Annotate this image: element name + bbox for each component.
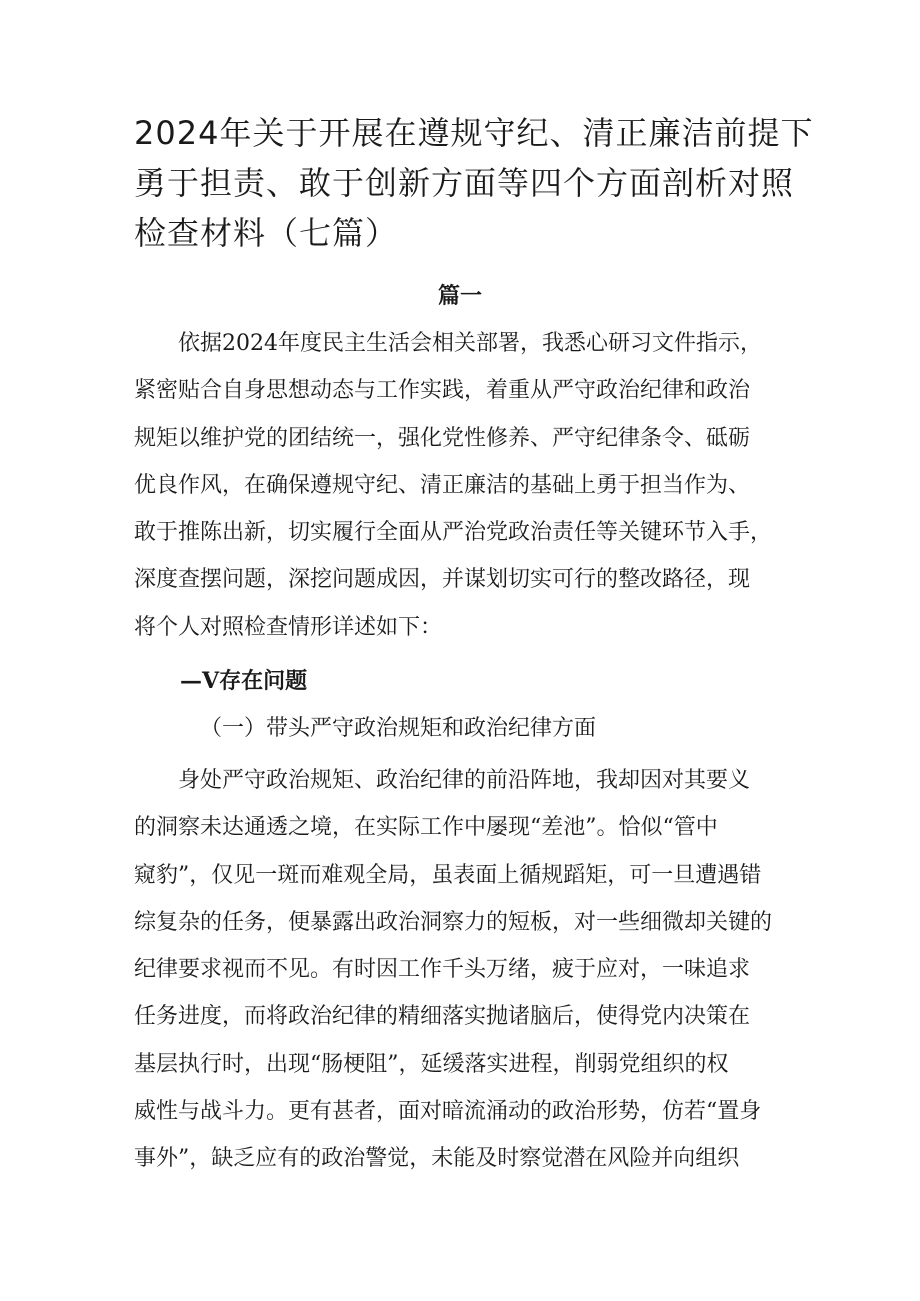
body-paragraph — [134, 757, 794, 1183]
paragraph-line: 事外”，缺乏应有的政治警觉，未能及时察觉潜在风险并向组织 — [134, 1146, 740, 1172]
paragraph-line: 威性与战斗力。更有甚者，面对暗流涌动的政治形势，仿若“置身 — [134, 1099, 762, 1125]
subsection-heading: （一）带头严守政治规矩和政治纪律方面 — [200, 716, 597, 741]
part-heading: 篇一 — [437, 283, 482, 309]
paragraph-line: 优良作风，在确保遵规守纪、清正廉洁的基础上勇于担当作为、 — [134, 472, 751, 498]
paragraph-line: 将个人对照检查情形详述如下： — [134, 614, 443, 640]
intro-paragraph — [134, 320, 794, 651]
paragraph-line: 窥豹”，仅见一斑而难观全局，虽表面上循规蹈矩，可一旦遭遇错 — [134, 862, 762, 888]
section-heading: —V存在问题 — [180, 668, 308, 694]
paragraph-line: 紧密贴合自身思想动态与工作实践，着重从严守政治纪律和政治 — [134, 378, 751, 404]
paragraph-line: 规矩以维护党的团结统一，强化党性修养、严守纪律条令、砥砺 — [134, 425, 751, 451]
paragraph-line: 身处严守政治规矩、政治纪律的前沿阵地，我却因对其要义 — [178, 768, 751, 793]
paragraph-line: 基层执行时，出现“肠梗阻”，延缓落实进程，削弱党组织的权 — [134, 1051, 729, 1077]
paragraph-line: 敢于推陈出新，切实履行全面从严治党政治责任等关键环节入手， — [134, 520, 773, 546]
paragraph-line: 综复杂的任务，便暴露出政治洞察力的短板，对一些细微却关键的 — [134, 909, 773, 935]
paragraph-line: 依据2024年度民主生活会相关部署，我悉心研习文件指示， — [178, 331, 762, 356]
document-title — [134, 108, 814, 258]
paragraph-line: 纪律要求视而不见。有时因工作千头万绪，疲于应对，一味追求 — [134, 957, 751, 983]
paragraph-line: 任务进度，而将政治纪律的精细落实抛诸脑后，使得党内决策在 — [134, 1004, 751, 1030]
title-line: 检查材料（七篇） — [134, 214, 399, 252]
title-line: 勇于担责、敢于创新方面等四个方面剖析对照 — [134, 164, 795, 202]
paragraph-line: 的洞察未达通透之境，在实际工作中屡现“差池”。恰似“管中 — [134, 815, 718, 841]
title-line: 2024年关于开展在遵规守纪、清正廉洁前提下 — [134, 114, 814, 152]
paragraph-line: 深度查摆问题，深挖问题成因，并谋划切实可行的整改路径，现 — [134, 567, 751, 593]
